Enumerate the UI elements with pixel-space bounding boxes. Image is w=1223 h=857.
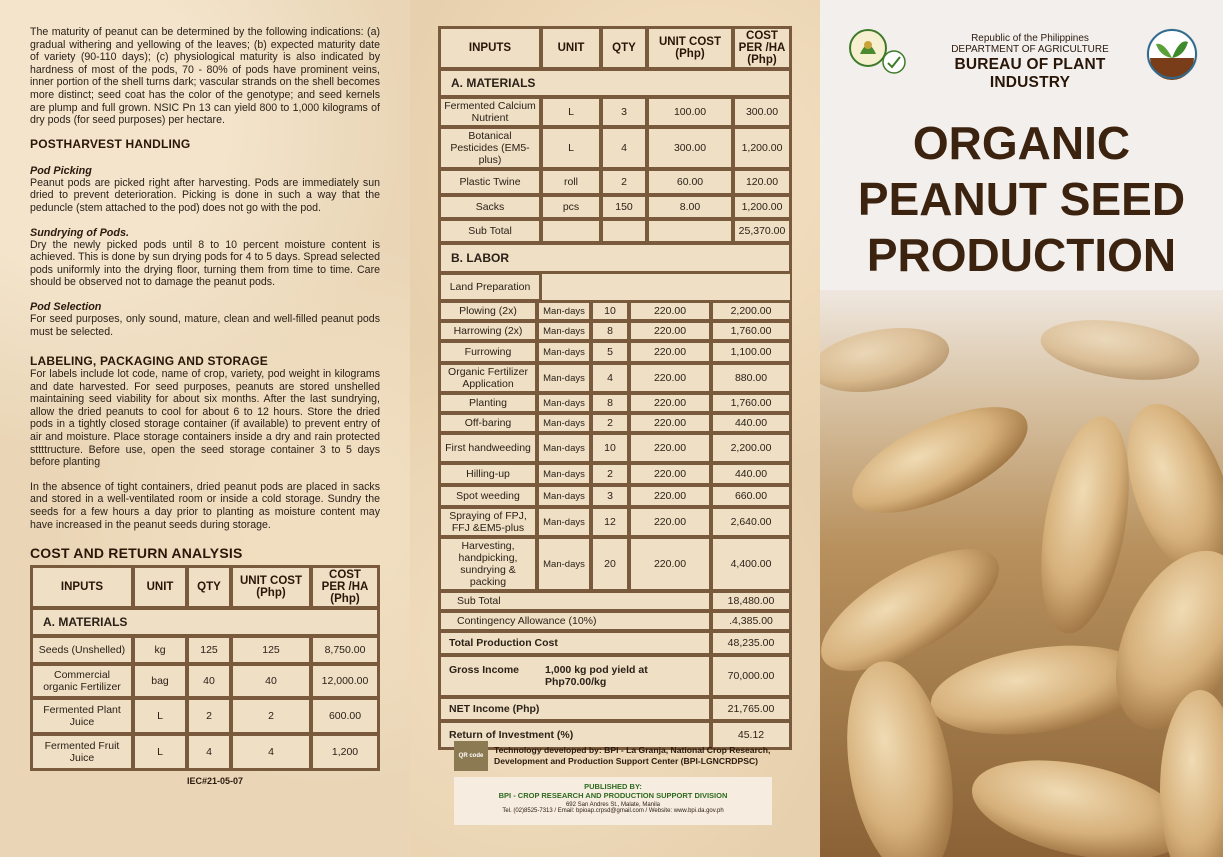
net-income-label: NET Income (Php) <box>440 698 710 720</box>
cell-unit-cost: 220.00 <box>630 464 710 484</box>
pod-selection-text: For seed purposes, only sound, mature, clean and well-filled peanut pods must be selected. <box>30 312 380 338</box>
department-label: DEPARTMENT OF AGRICULTURE <box>951 44 1109 55</box>
table-row <box>440 170 790 194</box>
cell-unit-cost: 40 <box>232 665 310 697</box>
table-header-row <box>32 567 378 607</box>
cell-unit-cost: 220.00 <box>630 364 710 392</box>
tpc-value: 48,235.00 <box>712 632 790 654</box>
labor-row <box>440 322 790 340</box>
gross-income-label: Gross Income <box>449 664 520 676</box>
title-line-3: PRODUCTION <box>866 229 1177 281</box>
cell-cost: 8,750.00 <box>312 637 378 663</box>
labor-label: B. LABOR <box>440 244 790 272</box>
cell-cost: 2,200.00 <box>712 434 790 462</box>
gross-income-value: 70,000.00 <box>712 656 790 696</box>
cell-unit-cost: 220.00 <box>630 508 710 536</box>
header-qty: QTY <box>602 28 646 68</box>
cell-cost: 1,200 <box>312 735 378 769</box>
agency-header <box>915 33 1145 92</box>
cell-unit-cost: 100.00 <box>648 98 732 126</box>
labeling-text: For labels include lot code, name of crop, variety, pod weight in kilograms and date harvested. For seed purposes, peanuts are stored unshelled maintaining seed viability for about six months. After the last sundrying, allow the dried peanuts to cool for about 6 to 12 hours. Store the dried pods in a tightly closed storage container (if available) to prevent entry of air and moisture. Place storage containers inside a dry and rain protected sttttructure. Before use, open the seed storage container 3 to 5 days before planting <box>30 368 380 469</box>
header-cost-per-ha: COST PER /HA (Php) <box>734 28 790 68</box>
cell-input: Commercial organic Fertilizer <box>32 665 132 697</box>
table-row <box>32 735 378 769</box>
cell-input: Seeds (Unshelled) <box>32 637 132 663</box>
cell-unit: roll <box>542 170 600 194</box>
cell-input: Sacks <box>440 196 540 218</box>
table-row <box>440 196 790 218</box>
published-by: PUBLISHED BY: <box>584 782 642 791</box>
table-header-row <box>440 28 790 68</box>
cell-input: Botanical Pesticides (EM5-plus) <box>440 128 540 168</box>
materials-label: A. MATERIALS <box>32 609 378 635</box>
labor-row <box>440 414 790 432</box>
cell-cost: 2,640.00 <box>712 508 790 536</box>
cell-qty: 5 <box>592 342 628 362</box>
cell-qty: 8 <box>592 322 628 340</box>
header-unit: UNIT <box>134 567 186 607</box>
cell-unit-cost: 300.00 <box>648 128 732 168</box>
roi-value: 45.12 <box>712 722 790 748</box>
labor-row <box>440 394 790 412</box>
cell-cost: 4,400.00 <box>712 538 790 590</box>
labor-row <box>440 434 790 462</box>
cell-qty: 4 <box>592 364 628 392</box>
cell-cost: 120.00 <box>734 170 790 194</box>
cell-cost: 1,200.00 <box>734 196 790 218</box>
cell-unit: L <box>134 699 186 733</box>
cell-cost: 880.00 <box>712 364 790 392</box>
cell-cost: 440.00 <box>712 414 790 432</box>
cell-qty: 2 <box>188 699 230 733</box>
labor-row <box>440 486 790 506</box>
cell-unit-cost: 4 <box>232 735 310 769</box>
publisher-name: BPI - CROP RESEARCH AND PRODUCTION SUPPORT DIVISION <box>498 791 728 800</box>
header-unit: UNIT <box>542 28 600 68</box>
cost-table-left <box>30 565 380 771</box>
table-row <box>32 665 378 697</box>
cell-qty: 2 <box>592 414 628 432</box>
labor-row <box>440 464 790 484</box>
cell-input: Fermented Calcium Nutrient <box>440 98 540 126</box>
qr-code <box>454 741 488 771</box>
cell-qty: 10 <box>592 434 628 462</box>
cell-input: Planting <box>440 394 536 412</box>
cell-unit-cost: 220.00 <box>630 342 710 362</box>
republic-label: Republic of the Philippines <box>971 33 1089 44</box>
net-income-row <box>440 698 790 720</box>
middle-panel <box>410 0 820 857</box>
labor-row <box>440 364 790 392</box>
bpi-logo <box>1146 28 1198 80</box>
cell-unit-cost: 220.00 <box>630 434 710 462</box>
cell-input: Furrowing <box>440 342 536 362</box>
cell-qty: 125 <box>188 637 230 663</box>
title-line-2: PEANUT SEED <box>857 173 1186 225</box>
cost-heading: COST AND RETURN ANALYSIS <box>30 545 243 562</box>
contingency-row <box>440 612 790 630</box>
sundrying-text: Dry the newly picked pods until 8 to 10 percent moisture content is achieved. This is done by sun drying pods for 4 to 5 days. Spread selected pods uniformly into the drying floor, turning them from time to time. Care should be observed not to damage the peanut pods. <box>30 238 380 289</box>
cell-qty: 3 <box>602 98 646 126</box>
materials-label: A. MATERIALS <box>440 70 790 96</box>
cell-unit: Man-days <box>538 342 590 362</box>
cell-unit: Man-days <box>538 508 590 536</box>
materials-subtotal-row <box>440 220 790 242</box>
cell-unit-cost: 60.00 <box>648 170 732 194</box>
cell-qty: 4 <box>188 735 230 769</box>
cell-unit-cost: 220.00 <box>630 538 710 590</box>
cell-unit-cost: 220.00 <box>630 414 710 432</box>
pod-selection-title: Pod Selection <box>30 300 102 313</box>
bagong-pilipinas-icon <box>882 50 906 74</box>
cell-qty: 20 <box>592 538 628 590</box>
cell-qty: 2 <box>602 170 646 194</box>
cell-unit: L <box>134 735 186 769</box>
cell-unit-cost: 220.00 <box>630 394 710 412</box>
contingency-label: Contingency Allowance (10%) <box>440 612 710 630</box>
land-preparation-label: Land Preparation <box>440 274 540 300</box>
labor-table <box>438 300 792 750</box>
cell-input: Spraying of FPJ, FFJ &EM5-plus <box>440 508 536 536</box>
cell-unit-cost: 125 <box>232 637 310 663</box>
cell-cost: 1,100.00 <box>712 342 790 362</box>
title-line-1: ORGANIC <box>912 117 1131 169</box>
header-unit-cost: UNIT COST (Php) <box>232 567 310 607</box>
pod-picking-title: Pod Picking <box>30 164 92 177</box>
cell-qty: 10 <box>592 302 628 320</box>
table-row <box>440 98 790 126</box>
subtotal-label: Sub Total <box>440 592 710 610</box>
cell-unit: Man-days <box>538 464 590 484</box>
cell-unit: Man-days <box>538 538 590 590</box>
sundrying-title: Sundrying of Pods. <box>30 226 129 239</box>
total-production-cost-row <box>440 632 790 654</box>
document-code: IEC#21-05-07 <box>186 776 244 787</box>
labor-subtotal-row <box>440 592 790 610</box>
cell-cost: 1,200.00 <box>734 128 790 168</box>
labor-row <box>440 342 790 362</box>
cell-unit: kg <box>134 637 186 663</box>
header-inputs: INPUTS <box>440 28 540 68</box>
cell-unit-cost: 8.00 <box>648 196 732 218</box>
cell-input: Harvesting, handpicking, sundrying & packing <box>440 538 536 590</box>
cell-unit-cost: 220.00 <box>630 302 710 320</box>
tpc-label: Total Production Cost <box>440 632 710 654</box>
subtotal-label: Sub Total <box>440 220 540 242</box>
cell-unit: bag <box>134 665 186 697</box>
cell-input: Organic Fertilizer Application <box>440 364 536 392</box>
cell-qty: 2 <box>592 464 628 484</box>
maturity-text: The maturity of peanut can be determined by the following indications: (a) gradual withering and yellowing of the leaves; (b) expected maturity date of variety (90-110 days); (c) physiological maturity is also indicated by hardness of most of the pods, 70 - 80% of pods have prominent veins, inner portion of the shell turns dark; vascular strands on the shell becomes more distinct; seed coat has the color of the genotype; and seed kernels are plump and full grown. NSIC Pn 13 can yield 800 to 1,000 kilograms of dry pods (for seed purposes) per hectare. <box>30 26 380 127</box>
postharvest-heading: POSTHARVEST HANDLING <box>30 136 191 151</box>
cell-unit: L <box>542 128 600 168</box>
cell-cost: 600.00 <box>312 699 378 733</box>
publisher-box <box>454 777 772 825</box>
cell-input: Hilling-up <box>440 464 536 484</box>
labeling-heading: LABELING, PACKAGING AND STORAGE <box>30 354 268 369</box>
header-unit-cost: UNIT COST (Php) <box>648 28 732 68</box>
table-row <box>440 128 790 168</box>
cell-unit: Man-days <box>538 394 590 412</box>
publisher-address: 692 San Andres St., Malate, Manila <box>565 802 661 808</box>
cell-qty: 150 <box>602 196 646 218</box>
labor-rows <box>440 302 790 590</box>
cell-cost: 2,200.00 <box>712 302 790 320</box>
qr-label: QR code <box>458 753 484 759</box>
cell-input: Harrowing (2x) <box>440 322 536 340</box>
labor-row <box>440 538 790 590</box>
cell-unit: Man-days <box>538 434 590 462</box>
cell-input: Plastic Twine <box>440 170 540 194</box>
header-inputs: INPUTS <box>32 567 132 607</box>
header-qty: QTY <box>188 567 230 607</box>
net-income-value: 21,765.00 <box>712 698 790 720</box>
cell-unit-cost: 220.00 <box>630 322 710 340</box>
cell-input: Plowing (2x) <box>440 302 536 320</box>
technology-credit: Technology developed by: BPI - La Granja, National Crop Research, Development and Production Support Center (BPI-LGNCRDPSC) <box>494 745 771 766</box>
cell-unit: Man-days <box>538 414 590 432</box>
gross-income-row <box>440 656 790 696</box>
absence-text: In the absence of tight containers, dried peanut pods are placed in sacks and stored in a well-ventilated room or inside a cold storage. Sundry the seeds for a few hours a day prior to planting as moisture content may have increased in the peanut seeds during storage. <box>30 480 380 531</box>
pod-picking-text: Peanut pods are picked right after harvesting. Pods are immediately sun dried to prevent deterioration. Picking is done in such a way that the peduncle (stem attached to the pod) does not go with the pod. <box>30 176 380 214</box>
labor-row <box>440 508 790 536</box>
cell-qty: 3 <box>592 486 628 506</box>
cell-cost: 12,000.00 <box>312 665 378 697</box>
gross-income-note: 1,000 kg pod yield at Php70.00/kg <box>545 664 648 688</box>
cell-unit-cost: 2 <box>232 699 310 733</box>
bureau-label: BUREAU OF PLANT INDUSTRY <box>954 56 1106 91</box>
cover-panel <box>820 0 1223 857</box>
contingency-value: .4,385.00 <box>712 612 790 630</box>
cost-table-middle <box>438 26 792 302</box>
cell-input: Spot weeding <box>440 486 536 506</box>
subtotal-value: 18,480.00 <box>712 592 790 610</box>
subtotal-value: 25,370.00 <box>734 220 790 242</box>
labor-row <box>440 302 790 320</box>
cell-qty: 40 <box>188 665 230 697</box>
cell-unit: Man-days <box>538 302 590 320</box>
cell-qty: 12 <box>592 508 628 536</box>
gross-income-cell <box>440 656 710 696</box>
cell-cost: 660.00 <box>712 486 790 506</box>
cell-unit: L <box>542 98 600 126</box>
cell-input: Off-baring <box>440 414 536 432</box>
cell-cost: 1,760.00 <box>712 394 790 412</box>
cell-qty: 8 <box>592 394 628 412</box>
cell-unit: Man-days <box>538 322 590 340</box>
cell-cost: 440.00 <box>712 464 790 484</box>
cell-qty: 4 <box>602 128 646 168</box>
cell-input: Fermented Plant Juice <box>32 699 132 733</box>
cell-input: Fermented Fruit Juice <box>32 735 132 769</box>
table-row <box>32 637 378 663</box>
left-panel <box>0 0 410 857</box>
cell-unit: Man-days <box>538 364 590 392</box>
peanut-photo <box>820 290 1223 857</box>
cell-input: First handweeding <box>440 434 536 462</box>
cell-unit: Man-days <box>538 486 590 506</box>
cell-unit: pcs <box>542 196 600 218</box>
table-row <box>32 699 378 733</box>
publisher-contact: Tel. (02)8525-7313 / Email: bpioap.crpsd@gmail.com / Website: www.bpi.da.gov.ph <box>502 808 724 814</box>
roi-label: Return of Investment (%) <box>440 722 710 748</box>
cell-unit-cost: 220.00 <box>630 486 710 506</box>
cell-cost: 1,760.00 <box>712 322 790 340</box>
header-cost-per-ha: COST PER /HA (Php) <box>312 567 378 607</box>
cell-cost: 300.00 <box>734 98 790 126</box>
